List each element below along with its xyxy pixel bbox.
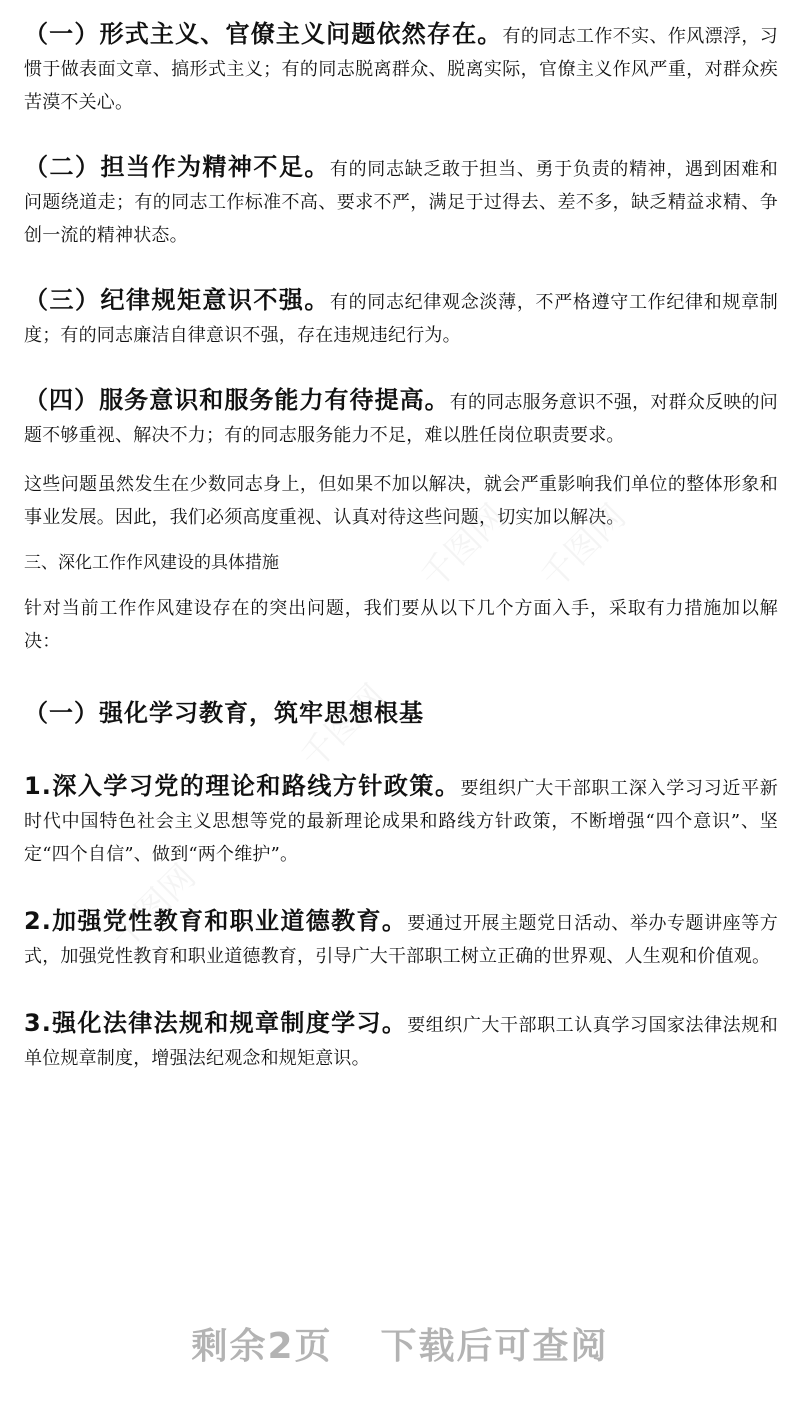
download-prompt[interactable] [0, 1318, 800, 1369]
summary-paragraph: 这些问题虽然发生在少数同志身上，但如果不加以解决，就会严重影响我们单位的整体形象和事业发展。因此，我们必须高度重视、认真对待这些问题，切实加以解决。 [24, 474, 778, 528]
measure-lead-1: 1.深入学习党的理论和路线方针政策。 [24, 772, 461, 800]
problem-paragraph-1 [24, 18, 778, 119]
measure-body-2: 要通过开展主题党日活动、举办专题讲座等方式，加强党性教育和职业道德教育，引导广大干部职工树立正确的世界观、人生观和价值观。 [24, 913, 778, 967]
section-three-intro: 针对当前工作作风建设存在的突出问题，我们要从以下几个方面入手，采取有力措施加以解决： [24, 598, 778, 652]
measure-lead-2: 2.加强党性教育和职业道德教育。 [24, 907, 408, 935]
problem-body-4: 有的同志服务意识不强，对群众反映的问题不够重视、解决不力；有的同志服务能力不足，难以胜任岗位职责要求。 [24, 392, 778, 446]
problem-body-2: 有的同志缺乏敢于担当、勇于负责的精神，遇到困难和问题绕道走；有的同志工作标准不高、要求不严，满足于过得去、差不多，缺乏精益求精、争创一流的精神状态。 [24, 159, 778, 246]
measure-body-1: 要组织广大干部职工深入学习习近平新时代中国特色社会主义思想等党的最新理论成果和路线方针政策，不断增强“四个意识”、坚定“四个自信”、做到“两个维护”。 [24, 778, 778, 865]
problem-lead-3: （三）纪律规矩意识不强。 [24, 286, 330, 314]
measure-paragraph-3 [24, 1007, 778, 1075]
watermark: 千图网 [533, 496, 634, 598]
watermark: 千图网 [413, 496, 514, 598]
problem-lead-4: （四）服务意识和服务能力有待提高。 [24, 386, 450, 414]
watermark: 千图网 [293, 676, 394, 778]
problem-paragraph-3 [24, 284, 778, 352]
measure-paragraph-1 [24, 770, 778, 871]
problem-lead-1: （一）形式主义、官僚主义问题依然存在。 [24, 20, 503, 48]
section-three-title: 三、深化工作作风建设的具体措施 [24, 553, 279, 573]
measure-paragraph-2 [24, 905, 778, 973]
measure-body-3: 要组织广大干部职工认真学习国家法律法规和单位规章制度，增强法纪观念和规矩意识。 [24, 1015, 778, 1069]
problem-body-3: 有的同志纪律观念淡薄，不严格遵守工作纪律和规章制度；有的同志廉洁自律意识不强，存在违规违纪行为。 [24, 292, 778, 346]
problem-paragraph-2 [24, 151, 778, 252]
problem-paragraph-4 [24, 384, 778, 452]
download-to-view-label: 下载后可查阅 [380, 1326, 609, 1367]
watermark: 千图网 [103, 856, 204, 958]
measure-lead-3: 3.强化法律法规和规章制度学习。 [24, 1009, 408, 1037]
problem-lead-2: （二）担当作为精神不足。 [24, 153, 330, 181]
remaining-pages-label: 剩余2页 [191, 1326, 333, 1367]
problem-body-1: 有的同志工作不实、作风漂浮，习惯于做表面文章、搞形式主义；有的同志脱离群众、脱离实际，官僚主义作风严重，对群众疾苦漠不关心。 [24, 26, 778, 113]
measure-heading: （一）强化学习教育，筑牢思想根基 [24, 699, 424, 727]
